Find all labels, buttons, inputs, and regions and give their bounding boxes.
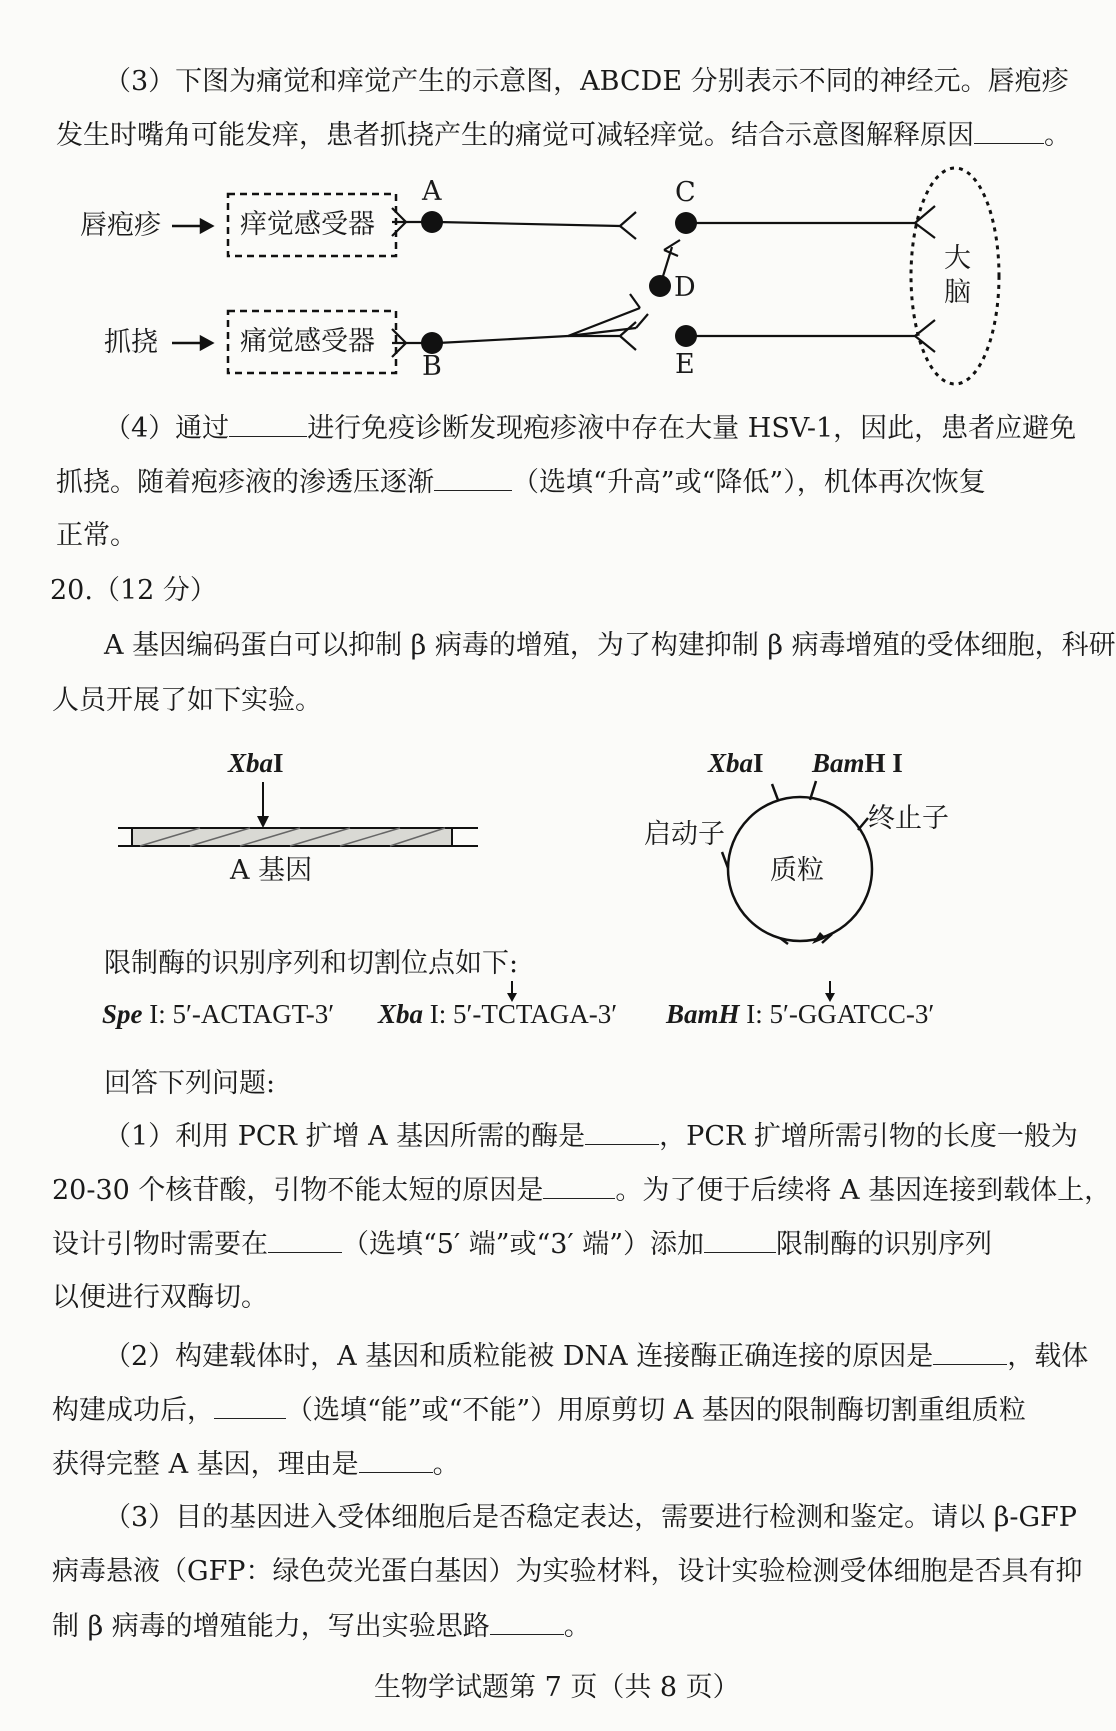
q20-p1-l3b: （选填“5′ 端”或“3′ 端”）添加 [342,1229,704,1260]
neuron-a-body [421,211,443,233]
xba-seq: I: 5′-TCTAGA-3′ [423,999,618,1029]
xba-name: Xba [378,999,424,1029]
synapse-b-e [568,322,636,350]
itch-receptor-label: 痒觉感受器 [240,209,375,240]
plasmid-bamhi-name: Bam [812,748,865,778]
synapse-c-brain [915,206,935,238]
q20-p2-l1a: （2）构建载体时，A 基因和质粒能被 DNA 连接酶正确连接的原因是 [104,1341,934,1372]
q19-p4-line2 [56,464,986,501]
xba-sequence [378,999,617,1030]
answer-blank[interactable] [704,1226,776,1253]
answer-blank[interactable] [490,1608,564,1635]
q20-p1-line2 [52,1172,1111,1209]
a-gene-label: A 基因 [230,855,313,886]
promoter-mark [722,852,728,868]
terminator-label: 终止子 [868,803,949,834]
input-herpes-label: 唇疱疹 [80,210,161,241]
terminator-mark [858,818,868,830]
q20-p3-l3b: 。 [563,1611,591,1642]
bam-seq: I: 5′-GGATCC-3′ [739,999,935,1029]
pain-receptor-label: 痛觉感受器 [240,326,375,357]
q19-p3-line2b: 。 [1044,120,1071,151]
neuron-d-label: D [674,272,696,303]
spe-name: Spe [102,999,143,1029]
gene-xbai-name: Xba [228,748,274,778]
q20-p3-line1: （3）目的基因进入受体细胞后是否稳定表达，需要进行检测和鉴定。请以 β-GFP [104,1502,1077,1533]
spe-seq: I: 5′-ACTAGT-3′ [142,999,335,1029]
neuron-d-body [649,275,671,297]
q20-p1-l1b: ，PCR 扩增所需引物的长度一般为 [659,1121,1078,1152]
brain-label-1: 大 [944,243,971,274]
arrowhead-bottom [201,337,212,349]
q19-p4-line2a: 抓挠。随着疱疹液的渗透压逐渐 [56,467,434,498]
q20-p3-line2: 病毒悬液（GFP：绿色荧光蛋白基因）为实验材料，设计实验检测受体细胞是否具有抑 [52,1556,1083,1587]
neuron-a-axon [438,222,620,226]
q20-p2-line1 [104,1338,1088,1375]
page-footer: 生物学试题第 7 页（共 8 页） [374,1672,740,1703]
q19-p4-line1b: 进行免疫诊断发现疱疹液中存在大量 HSV-1，因此，患者应避免 [307,413,1077,444]
plasmid-xbai-site [772,784,778,800]
input-scratch-label: 抓挠 [104,327,158,358]
receptor-ending-bottom [392,329,406,357]
arrowhead-top [201,220,212,232]
q20-intro-1: A 基因编码蛋白可以抑制 β 病毒的增殖，为了构建抑制 β 病毒增殖的受体细胞，科研 [104,630,1116,661]
bam-name: BamH [666,999,740,1029]
q20-intro-2: 人员开展了如下实验。 [52,685,322,716]
plasmid-xbai-suffix: I [753,748,764,778]
plasmid-bamhi-label [812,748,903,778]
brain-label-2: 脑 [944,277,971,308]
q20-p1-l2a: 20-30 个核苷酸，引物不能太短的原因是 [52,1175,544,1206]
spe-sequence [102,999,334,1030]
q20-p2-l3b: 。 [432,1449,460,1480]
q19-p4-line1a: （4）通过 [104,413,230,444]
plasmid-xbai-name: Xba [708,748,754,778]
neuron-b-axon [438,336,568,343]
q20-heading: 20.（12 分） [50,575,217,606]
q20-p2-l3a: 获得完整 A 基因，理由是 [52,1449,359,1480]
synapse-e-brain [915,320,935,352]
plasmid-label: 质粒 [770,855,824,886]
answer-blank[interactable] [359,1446,433,1473]
answer-prompt: 回答下列问题: [104,1068,276,1099]
gene-xbai-label [228,748,284,778]
synapse-a-c [620,212,636,239]
receptor-ending-top [392,208,406,236]
answer-blank[interactable] [585,1118,659,1145]
enzymes-intro: 限制酶的识别序列和切割位点如下: [104,948,519,979]
promoter-label: 启动子 [644,819,725,850]
q20-p3-l3a: 制 β 病毒的增殖能力，写出实验思路 [52,1611,490,1642]
answer-blank[interactable] [214,1392,286,1419]
q20-p1-line4: 以便进行双酶切。 [52,1282,268,1313]
q20-p2-line2 [52,1392,1026,1429]
q20-p2-l1b: ，载体 [1007,1341,1089,1372]
brain-outline [911,168,999,384]
q20-p2-line3 [52,1446,460,1483]
neuron-b-branch-to-d [568,308,640,336]
neuron-a-label: A [422,176,442,207]
neuron-c-label: C [675,177,696,208]
q20-p1-line1 [104,1118,1078,1155]
neuron-e-body [675,325,697,347]
q19-p4-line2b: （选填“升高”或“降低”），机体再次恢复 [512,467,986,498]
answer-blank[interactable] [229,410,307,437]
bam-sequence [666,999,934,1030]
q19-p4-line1 [104,410,1076,447]
q19-p4-line3: 正常。 [56,520,137,551]
q20-p1-line3 [52,1226,992,1263]
gene-xbai-suffix: I [273,748,284,778]
answer-blank[interactable] [268,1226,342,1253]
plasmid-xbai-label [708,748,764,778]
q19-p3-line1: （3）下图为痛觉和痒觉产生的示意图，ABCDE 分别表示不同的神经元。唇疱疹 [104,66,1069,97]
neuron-b-label: B [422,351,442,382]
q20-p1-l3c: 限制酶的识别序列 [776,1229,992,1260]
answer-blank[interactable] [543,1172,615,1199]
plasmid-bamhi-suffix: H I [864,748,903,778]
neuron-c-body [675,212,697,234]
q20-p2-l2b: （选填“能”或“不能”）用原剪切 A 基因的限制酶切割重组质粒 [286,1395,1026,1426]
q20-p2-l2a: 构建成功后， [52,1395,214,1426]
q20-p1-l2b: 。为了便于后续将 A 基因连接到载体上， [615,1175,1112,1206]
neuron-e-label: E [675,349,695,380]
answer-blank[interactable] [434,464,512,491]
q20-p3-line3 [52,1608,591,1645]
q19-p3-line2a: 发生时嘴角可能发痒，患者抓挠产生的痛觉可减轻痒觉。结合示意图解释原因 [56,120,974,151]
answer-blank[interactable] [933,1338,1007,1365]
q20-p1-l3a: 设计引物时需要在 [52,1229,268,1260]
q20-p1-l1a: （1）利用 PCR 扩增 A 基因所需的酶是 [104,1121,586,1152]
